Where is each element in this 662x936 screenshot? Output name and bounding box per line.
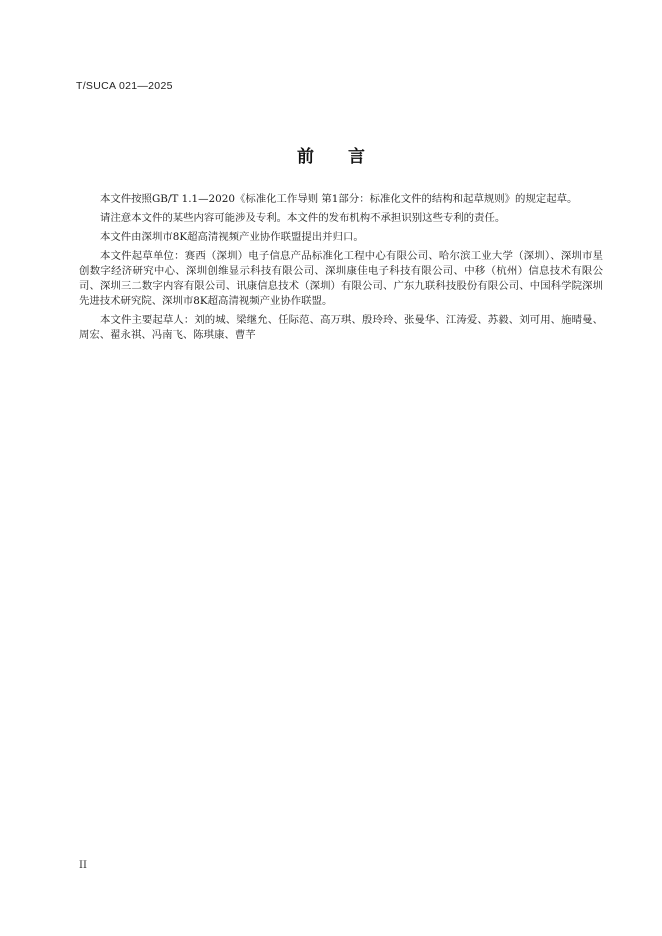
foreword-body: [79, 192, 603, 347]
page-title: [0, 142, 662, 167]
paragraph-patent-notice: 请注意本文件的某些内容可能涉及专利。本文件的发布机构不承担识别这些专利的责任。: [100, 212, 506, 224]
title-char-2: 言: [348, 147, 365, 167]
paragraph-drafting-units: 本文件起草单位：赛西（深圳）电子信息产品标准化工程中心有限公司、哈尔滨工业大学（深圳）、深圳市星创数字经济研究中心、深圳创维显示科技有限公司、深圳康佳电子科技有限公司、中移（杭州）信息技术有限公司、深圳三二数字内容有限公司、讯康信息技术（深圳）有限公司、广东九联科技股份有限公司、中国科学院深圳先进技术研究院、深圳市8K超高清视频产业协作联盟。: [79, 250, 603, 307]
document-code: T/SUCA 021—2025: [76, 80, 173, 92]
title-char-1: 前: [297, 147, 314, 167]
paragraph-drafters: 本文件主要起草人：刘的城、梁继允、任际范、高万琪、殷玲玲、张曼华、江涛爱、苏毅、刘可用、施晴曼、周宏、翟永祺、冯南飞、陈琪康、曹芊: [79, 314, 603, 341]
paragraph-proposer: 本文件由深圳市8K超高清视频产业协作联盟提出并归口。: [100, 231, 364, 243]
paragraph-drafting-rules: 本文件按照GB/T 1.1—2020《标准化工作导则 第1部分：标准化文件的结构和起草规则》的规定起草。: [100, 193, 578, 205]
page-number: II: [79, 860, 87, 871]
